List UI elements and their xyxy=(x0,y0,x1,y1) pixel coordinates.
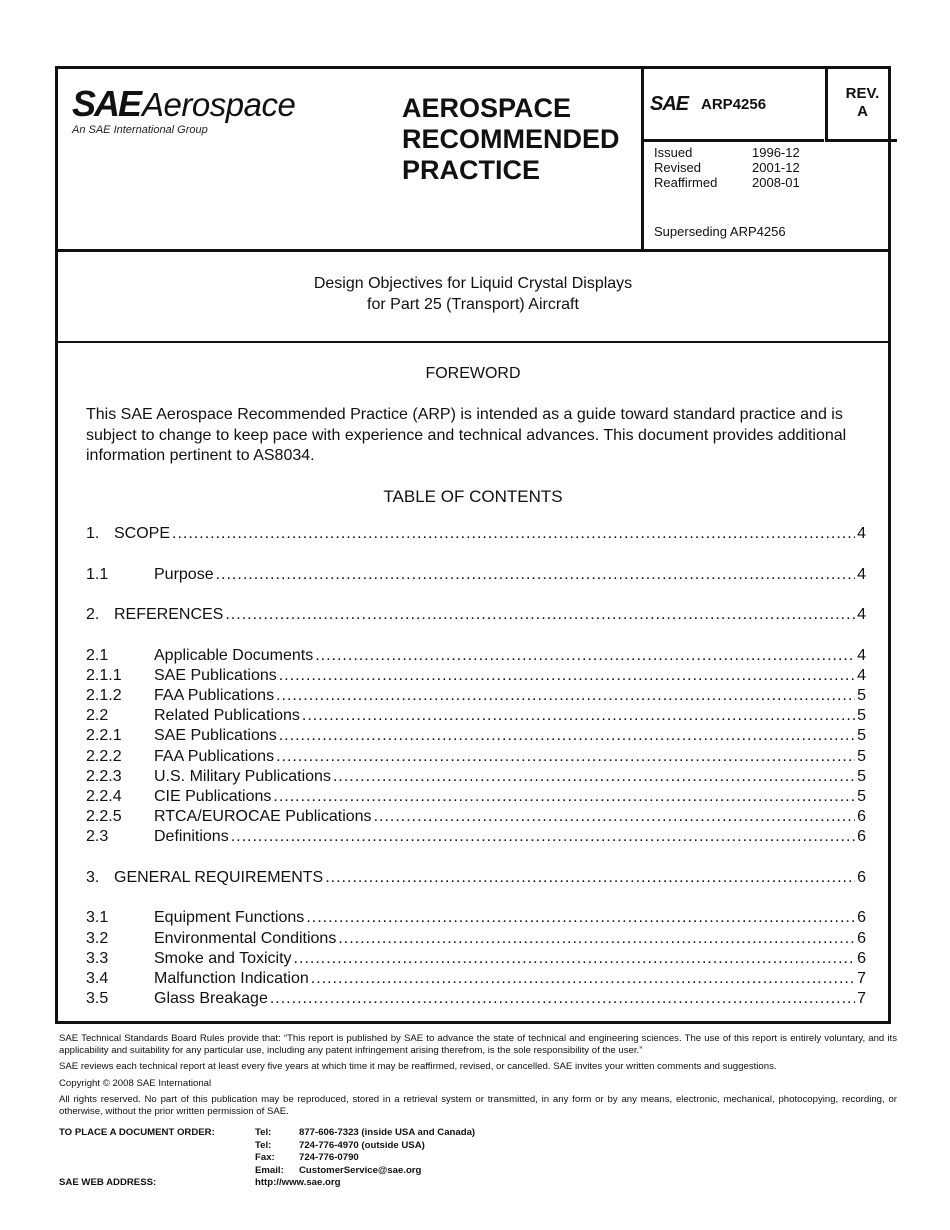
date-label: Revised xyxy=(654,160,701,175)
toc-heading: TABLE OF CONTENTS xyxy=(383,487,563,506)
revision-label: REV. xyxy=(845,85,880,102)
toc-entry-page: 5 xyxy=(857,747,866,765)
document-frame xyxy=(55,66,891,1024)
header-row xyxy=(58,69,888,252)
doc-type-line: PRACTICE xyxy=(402,155,541,185)
toc-entry[interactable] xyxy=(86,707,866,727)
toc-dot-leader xyxy=(276,687,855,705)
toc-entry-title: Smoke and Toxicity xyxy=(154,949,292,967)
toc-entry[interactable] xyxy=(86,687,866,707)
date-row-revised xyxy=(654,160,800,175)
contact-value: 724-776-0790 xyxy=(299,1152,359,1163)
toc-entry-page: 5 xyxy=(857,727,866,745)
toc-entry-title: SCOPE xyxy=(114,525,171,542)
date-label: Reaffirmed xyxy=(654,175,718,190)
footer-notice xyxy=(59,1033,897,1122)
toc-dot-leader xyxy=(325,869,855,887)
contact-key: Tel: xyxy=(255,1139,272,1151)
toc-entry[interactable] xyxy=(86,667,866,687)
doc-type-line: AEROSPACE xyxy=(402,93,572,123)
toc-entry[interactable] xyxy=(86,828,866,848)
toc-entry-page: 4 xyxy=(857,666,866,684)
contact-row xyxy=(255,1140,425,1152)
toc-entry[interactable] xyxy=(86,768,866,788)
contact-value: 877-606-7323 (inside USA and Canada) xyxy=(299,1127,476,1138)
logo-tagline: An SAE International Group xyxy=(72,124,208,136)
footer-paragraph: Copyright © 2008 SAE International xyxy=(59,1077,212,1089)
logo-aerospace-text: Aerospace xyxy=(142,86,296,123)
foreword-heading: FOREWORD xyxy=(425,365,521,382)
toc-entry-page: 4 xyxy=(857,565,866,583)
document-info-column xyxy=(641,69,894,249)
toc-entry[interactable] xyxy=(86,909,866,929)
contact-row xyxy=(255,1127,475,1139)
footer-paragraph: All rights reserved. No part of this publication may be reproduced, stored in a retrieval system or transmitted, in any form or by any means, electronic, mechanical, photocopying, recording, or otherwise, without the prior written permission of SAE. xyxy=(59,1094,897,1117)
toc-dot-leader xyxy=(231,828,855,846)
contact-email[interactable]: CustomerService@sae.org xyxy=(299,1164,422,1176)
toc-entry-number: 2.2.3 xyxy=(86,767,122,785)
toc-entry-title: SAE Publications xyxy=(154,727,277,745)
revision-value: A xyxy=(857,103,868,120)
toc-entry-page: 5 xyxy=(857,767,866,785)
document-type xyxy=(402,93,642,186)
toc-entry-title: SAE Publications xyxy=(154,666,277,684)
toc-entry-number: 2.2 xyxy=(86,707,109,725)
revision-box xyxy=(825,69,897,142)
toc-entry-title: GENERAL REQUIREMENTS xyxy=(114,868,324,886)
contact-row xyxy=(255,1152,359,1164)
toc-entry-number: 3.2 xyxy=(86,929,109,947)
toc-entry[interactable] xyxy=(86,566,866,586)
toc-entry-number: 2.1.2 xyxy=(86,686,122,704)
toc-dot-leader xyxy=(306,909,855,927)
sae-small-logo: SAE xyxy=(650,93,689,115)
contact-value: 724-776-4970 (outside USA) xyxy=(299,1139,425,1151)
date-value: 2008-01 xyxy=(752,175,800,190)
toc-entry-number: 2.2.1 xyxy=(86,727,122,745)
toc-entry-number: 1. xyxy=(86,525,100,542)
order-label: TO PLACE A DOCUMENT ORDER: xyxy=(59,1127,215,1138)
toc-entry-page: 6 xyxy=(857,808,866,826)
web-address-link[interactable]: http://www.sae.org xyxy=(255,1177,341,1188)
toc-entry-title: Glass Breakage xyxy=(154,990,268,1008)
toc-entry-title: Definitions xyxy=(154,828,229,846)
toc-entry[interactable] xyxy=(86,970,866,990)
toc-entry-number: 2.2.2 xyxy=(86,747,122,765)
date-value: 1996-12 xyxy=(752,145,800,160)
toc-dot-leader xyxy=(216,566,856,584)
toc-entry-page: 4 xyxy=(857,525,866,542)
toc-entry[interactable] xyxy=(86,647,866,667)
date-row-reaffirmed xyxy=(654,175,800,190)
toc-entry-page: 7 xyxy=(857,990,866,1008)
toc-entry[interactable] xyxy=(86,606,866,626)
toc-entry-page: 5 xyxy=(857,787,866,805)
toc-entry-number: 3.4 xyxy=(86,969,109,987)
contact-key: Email: xyxy=(255,1164,284,1176)
toc-entry[interactable] xyxy=(86,950,866,970)
toc-dot-leader xyxy=(333,768,855,786)
toc-entry-page: 6 xyxy=(857,929,866,947)
toc-entry-title: FAA Publications xyxy=(154,686,275,704)
toc-entry-page: 6 xyxy=(857,828,866,846)
toc-entry-number: 3. xyxy=(86,868,100,886)
toc-dot-leader xyxy=(279,667,855,685)
toc-entry[interactable] xyxy=(86,930,866,950)
toc-dot-leader xyxy=(172,525,855,543)
superseding-note: Superseding ARP4256 xyxy=(654,224,786,239)
toc-entry[interactable] xyxy=(86,788,866,808)
date-list xyxy=(654,145,800,190)
arp-number-box xyxy=(644,69,824,142)
toc-dot-leader xyxy=(225,606,855,624)
date-label: Issued xyxy=(654,145,693,160)
toc-entry-number: 2.3 xyxy=(86,828,109,846)
toc-entry-title: Equipment Functions xyxy=(154,909,305,927)
footer-paragraph: SAE Technical Standards Board Rules provide that: “This report is published by SAE to advance the state of technical and engineering sciences. The use of this report is entirely voluntary, and its applicability and suitability for any particular use, including any patent infringement arising therefrom, is the sole responsibility of the user.” xyxy=(59,1033,897,1056)
toc-entry[interactable] xyxy=(86,990,866,1010)
sae-aerospace-logo xyxy=(72,83,322,143)
toc-entry[interactable] xyxy=(86,748,866,768)
toc-entry-number: 2.1.1 xyxy=(86,666,122,684)
document-title-line: for Part 25 (Transport) Aircraft xyxy=(367,296,579,313)
toc-entry-page: 5 xyxy=(857,686,866,704)
toc-entry[interactable] xyxy=(86,727,866,747)
toc-entry[interactable] xyxy=(86,525,866,545)
toc-dot-leader xyxy=(338,930,855,948)
toc-entry-page: 5 xyxy=(857,707,866,725)
toc-entry-title: FAA Publications xyxy=(154,747,275,765)
contact-key: Fax: xyxy=(255,1152,275,1163)
web-row xyxy=(255,1177,340,1189)
contact-key: Tel: xyxy=(255,1127,272,1138)
toc-entry-page: 4 xyxy=(857,606,866,623)
toc-dot-leader xyxy=(273,788,855,806)
toc-entry-number: 2. xyxy=(86,606,100,623)
toc-entry[interactable] xyxy=(86,808,866,828)
toc-entry-page: 6 xyxy=(857,949,866,967)
toc-entry-number: 3.3 xyxy=(86,949,109,967)
toc-entry-number: 3.1 xyxy=(86,909,109,927)
toc-dot-leader xyxy=(270,990,855,1008)
toc-entry-title: Environmental Conditions xyxy=(154,929,337,947)
toc-dot-leader xyxy=(302,707,855,725)
title-row xyxy=(58,249,888,343)
logo-sae-text: SAE xyxy=(72,83,141,124)
toc-dot-leader xyxy=(279,727,855,745)
toc-entry-number: 3.5 xyxy=(86,990,109,1008)
toc-entry-number: 2.1 xyxy=(86,646,109,664)
toc-entry-number: 2.2.5 xyxy=(86,808,122,826)
toc-entry-number: 1.1 xyxy=(86,565,109,583)
arp-number: ARP4256 xyxy=(701,96,767,113)
foreword-text: This SAE Aerospace Recommended Practice (ARP) is intended as a guide toward standard practice and is subject to change to keep pace with experience and technical advances. This document provides additional information pertinent to AS8034. xyxy=(86,406,847,464)
toc-entry-title: U.S. Military Publications xyxy=(154,767,331,785)
toc-entry-title: Malfunction Indication xyxy=(154,969,309,987)
toc-entry-title: CIE Publications xyxy=(154,787,272,805)
toc-dot-leader xyxy=(276,748,855,766)
date-row-issued xyxy=(654,145,800,160)
doc-type-line: RECOMMENDED xyxy=(402,124,620,154)
toc-entry-title: RTCA/EUROCAE Publications xyxy=(154,808,372,826)
toc-entry-title: Purpose xyxy=(154,565,214,583)
toc-dot-leader xyxy=(294,950,856,968)
toc-entry-title: Related Publications xyxy=(154,707,300,725)
toc-entry-title: Applicable Documents xyxy=(154,646,314,664)
toc-entry[interactable] xyxy=(86,869,866,889)
footer-paragraph: SAE reviews each technical report at least every five years at which time it may be reaffirmed, revised, or cancelled. SAE invites your written comments and suggestions. xyxy=(59,1061,777,1072)
toc-dot-leader xyxy=(374,808,856,826)
toc-entry-page: 7 xyxy=(857,969,866,987)
document-title-line: Design Objectives for Liquid Crystal Displays xyxy=(313,275,633,292)
toc-entry-page: 6 xyxy=(857,868,866,886)
toc-dot-leader xyxy=(315,647,855,665)
toc-entry-number: 2.2.4 xyxy=(86,787,122,805)
date-value: 2001-12 xyxy=(752,160,800,175)
toc-entry-page: 6 xyxy=(857,909,866,927)
web-label: SAE WEB ADDRESS: xyxy=(59,1177,157,1188)
toc-entry-page: 4 xyxy=(857,646,866,664)
toc-entry-title: REFERENCES xyxy=(114,606,224,623)
contact-row xyxy=(255,1165,421,1177)
toc-dot-leader xyxy=(311,970,855,988)
